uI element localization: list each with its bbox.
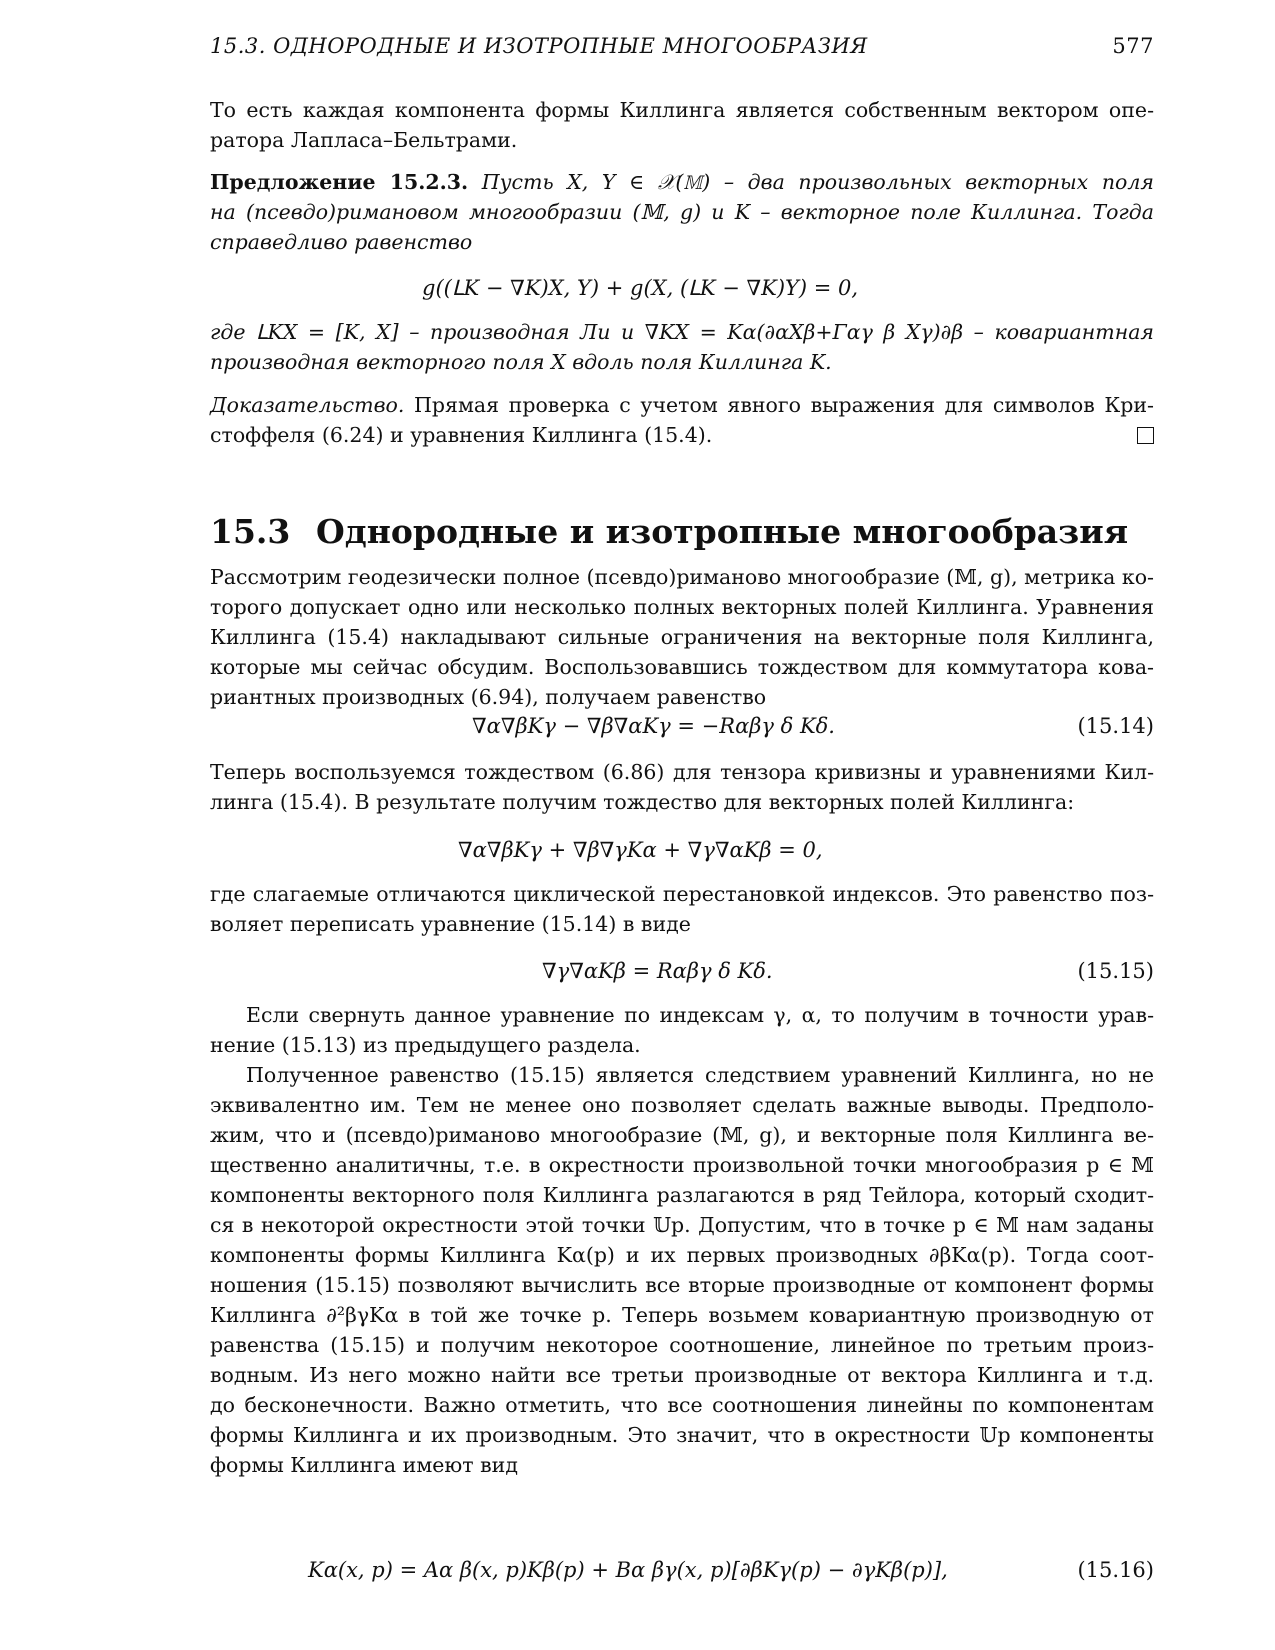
equation-cyclic: ∇α∇βKγ + ∇β∇γKα + ∇γ∇αKβ = 0, (458, 838, 823, 862)
paragraph-1: Рассмотрим геодезически полное (псевдо)риманово многообразие (𝕄, g), метрика ко- торого допускает одно или несколько полных векторных полей Киллинга. Уравнения Киллинга (15.4) накладывают сильные ограничения на векторные поля Киллинга, которые мы сейчас обсудим. Воспользовавшись тождеством для коммутатора кова- риантных производных (6.94), получаем равенство (210, 565, 1154, 709)
paragraph-5: Полученное равенство (15.15) является следствием уравнений Киллинга, но не эквивалентно им. Тем не менее оно позволяет сделать важные выводы. Предполо- жим, что и (псевдо)риманово многообразие (𝕄, g), и векторные поля Киллинга ве- щественно аналитичны, т.е. в окрестности произвольной точки многообразия p ∈ 𝕄 компоненты векторного поля Киллинга разлагаются в ряд Тейлора, который сходит- ся в некоторой окрестности этой точки 𝕌p. Допустим, что в точке p ∈ 𝕄 нам заданы компоненты формы Киллинга Kα(p) и их первых производных ∂βKα(p). Тогда соот- ношения (15.15) позволяют вычислить все вторые производные от компонент формы Киллинга ∂²βγKα в той же точке p. Теперь возьмем ковариантную производную от равенства (15.15) и получим некоторое соотношение, линейное по третьим произ- водным. Из него можно найти все третьи производные от вектора Киллинга и т.д. до бесконечности. Важно отметить, что все соотношения линейны по компонентам формы Киллинга и их производным. Это значит, что в окрестности 𝕌p компоненты формы Киллинга имеют вид (210, 1063, 1154, 1477)
qed-symbol (1137, 427, 1154, 444)
intro-paragraph: То есть каждая компонента формы Киллинга является собственным вектором опе- ратора Лапласа–Бельтрами. (210, 98, 1154, 152)
equation-15-15: ∇γ∇αKβ = Rαβγ δ Kδ. (15.15) (210, 953, 1154, 989)
proposition-text: Пусть X, Y ∈ 𝒳(𝕄) – два произвольных векторных поля (481, 170, 1154, 194)
equation-number: (15.16) (1077, 1558, 1154, 1582)
paragraph-4: Если свернуть данное уравнение по индексам γ, α, то получим в точности урав- нение (15.13) из предыдущего раздела. (210, 1003, 1154, 1057)
section-title: Однородные и изотропные многообразия (316, 512, 1129, 551)
proposition-formula: g((𝖫K − ∇K)X, Y) + g(X, (𝖫K − ∇K)Y) = 0, (422, 276, 859, 300)
equation-15-16: Kα(x, p) = Aα β(x, p)Kβ(p) + Bα βγ(x, p)[∂βKγ(p) − ∂γKβ(p)], (15.16) (210, 1552, 1154, 1588)
proposition-label: Предложение 15.2.3. (210, 170, 469, 194)
section-number: 15.3 (210, 512, 291, 551)
paragraph-2: Теперь воспользуемся тождеством (6.86) для тензора кривизны и уравнениями Кил- линга (15.4). В результате получим тождество для векторных полей Киллинга: (210, 760, 1154, 814)
proposition-where: где 𝖫KX = [K, X] – производная Ли и ∇KX = Kα(∂αXβ+Γαγ β Xγ)∂β – ковариантная производная векторного поля X вдоль поля Киллинга K. (210, 320, 1154, 374)
equation-15-14: ∇α∇βKγ − ∇β∇αKγ = −Rαβγ δ Kδ. (15.14) (210, 708, 1154, 744)
equation-number: (15.14) (1077, 714, 1154, 738)
proposition: Предложение 15.2.3. Пусть X, Y ∈ 𝒳(𝕄) – два произвольных векторных поля на (псевдо)римановом многообразии (𝕄, g) и K – векторное поле Киллинга. Тогда справедливо равенство (210, 170, 1154, 254)
section-heading (210, 512, 1128, 551)
running-title: 15.3. ОДНОРОДНЫЕ И ИЗОТРОПНЫЕ МНОГООБРАЗИЯ (210, 34, 868, 58)
page-number: 577 (1112, 34, 1154, 58)
proof-label: Доказательство. (210, 393, 405, 417)
running-header (210, 34, 1154, 64)
proof: Доказательство. Прямая проверка с учетом явного выражения для символов Кри- стоффеля (6.24) и уравнения Киллинга (15.4). (210, 393, 1154, 447)
paragraph-3: где слагаемые отличаются циклической перестановкой индексов. Это равенство поз- воляет переписать уравнение (15.14) в виде (210, 882, 1154, 936)
equation-number: (15.15) (1077, 959, 1154, 983)
